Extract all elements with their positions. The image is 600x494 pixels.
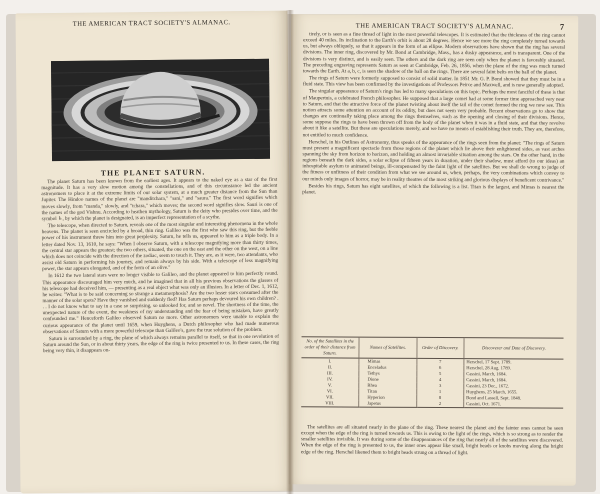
table-cell: Herschel, 28 Aug. 1789. [464,365,564,372]
table-cell: 3 [417,383,464,389]
paragraph: Saturn is surrounded by a ring, the plane of which always remains parallel to itself, so that in one revolution of Saturn around the Sun, or in about thirty years, the edge of the ring is twice presented to us. In these cases, the ring being very thin, it disappears on- [42,333,279,355]
paragraph: Herschel, in his Outlines of Astronomy, thus speaks of the appearance of the rings seen from the planet: "The rings of Saturn must present a magnificent spectacle from those regions of the planet which lie above their enlightened sides, as vast arches spanning the sky from horizon to horizon, and holding an almost invariable situation among the stars. On the other hand, in the regions beneath the dark sides, a solar eclipse of fifteen years in duration, under their shadow, must afford (to our ideas) an inhospitable asylum to animated beings, ill-compensated by the faint light of the satellites. But we shall do wrong to judge of the fitness or unfitness of their condition from what we see around us, when, perhaps, the very combinations which convey to our minds only images of horror, may be in reality theatres of the most striking and glorious displays of beneficent contrivance." [302,139,565,184]
table-cell: Rhea [359,383,417,389]
table-cell: Cassini, Oct. 1671. [464,401,564,408]
figure-title: THE PLANET SATURN. [100,167,206,178]
right-closing-text [301,424,563,477]
table-cell: Cassini, March, 1684. [464,371,564,378]
table-cell: IV. [327,376,333,382]
table-cell: II. [327,364,333,370]
table-row [301,400,563,408]
saturn-engraving [51,59,270,161]
paragraph: The satellites are all situated nearly in the plane of the ring. These nearest the planet and the fainter ones cannot be seen except when the edge of the ring is turned towards us. This is owing to the light of the rings, which is so strong as to render the smaller satellites invisible. It was during some of the disappearances of the ring that nearly all of the satellites were discovered. When the edge of the ring is presented to us, the inner ones appear like small, bright beads or knobs moving along the bright edge of the ring. Herschel likened them to bright beads strung on a thread of light. [300,424,564,456]
paragraph: Besides his rings, Saturn has eight satellites, of which the following is a list. Titan is the largest, and Mimas is nearest the planet. [302,183,565,196]
table-header-cell: Names of Satellites. [359,337,417,358]
table-header-cell: Discoverer and Date of Discovery. [464,338,564,360]
table-cell: 5 [417,371,464,377]
book-gutter [286,10,294,494]
table-cell: 2 [416,401,463,408]
table-cell: VII. [326,394,334,400]
paragraph: The singular appearance of Saturn's rings has led to many speculations on this topic. Perhaps the most fanciful of these is that of Maupertuis, a celebrated French philosopher. He supposed that a large comet had at some former time approached very near to Saturn, and that the attractive force of the planet twisting about itself the tail of the comet formed the ring we now see. This notion attracts some attention on account of its oddity, but does not seem very probable. Recent observations go to show that changes are continually taking place among the rings themselves, such as the opening and closing of their divisions. Hence, some suppose the rings to have been thrown off from the body of the planet when it was in a fluid state, and that they revolve about it like a satellite. But these are speculations merely, and we have no means of establishing their truth. They are, therefore, not entitled to much confidence. [302,88,565,139]
right-body-text [302,31,566,332]
paragraph: tirely, or is seen as a fine thread of light in the most powerful telescopes. It is estimated that the thickness of the ring cannot exceed 40 miles. Its inclination to the Earth's orbit is about 28 degrees. Hence we see more the ring completely turned towards us, but always obliquely, so that it appears in the form of an ellipse. Modern observations have shown that the ring has several divisions. The inner ring, discovered by Mr. Bond at Cambridge, Mass., has a dusky appearance, and is transparent. One of the divisions is very distinct, and is easily seen. The others and the dark ring are seen only when the planet is favorably situated. The preceding engraving represents Saturn as seen at Cambridge, Feb. 26, 1856, when the plane of the ring was much turned towards the Earth. At a, b, c, is seen the shadow of the ball on the rings. There are several faint belts on the ball of the planet. [302,31,566,76]
paragraph: The telescope, when directed to Saturn, reveals one of the most singular and interesting phenomena in the whole heavens. The planet is seen encircled by a broad, thin ring. Galileo was the first who saw this ring, but the feeble power of his instrument threw him into great perplexity. Saturn, he tells us, appeared to him as a triple body. In a letter dated Nov. 13, 1610, he says: "When I observe Saturn, with a telescope magnifying more than thirty times, the central star appears the greatest; the two others, situated, the one on the east and the other on the west, on a line which does not coincide with the direction of the zodiac, seem to touch it. They are, as it were, two attendants, who assist old Saturn in performing his journey, and remain always by his side. With a telescope of less magnifying power, the star appears elongated, and of the form of an olive." [41,220,279,273]
table-cell: 7 [417,358,464,365]
left-page [15,11,292,494]
table-cell: Bond and Lassell, Sept. 1848. [464,395,564,402]
satellites-table [301,336,563,408]
left-running-head: THE AMERICAN TRACT SOCIETY'S ALMANAC. [72,19,231,28]
left-body-text [41,177,280,485]
table-cell: I. [328,358,332,364]
table-header-row [301,337,563,359]
paragraph: The rings of Saturn were formerly supposed to consist of solid matter. In 1851 Mr. G. P. Bond showed that they must be in a fluid state. This view has been confirmed by the investigations of Professors Peirce and Maxwell, and is now generally adopted. [302,75,565,89]
paragraph: In 1612 the two lateral stars were no longer visible to Galileo, and the planet appeared to him perfectly round. This appearance discouraged him very much, and he imagined that in all his previous observations the glasses of his telescope had deceived him, — presenting as a real object what was only an illusion. In a letter of Dec. 1, 1612, he writes: "What is to be said concerning so strange a metamorphosis? Are the two lesser stars consumed after the manner of the solar spots? Have they vanished and suddenly fled? Has Saturn perhaps devoured his own children? . . . I do not know what to say in a case so surprising, so unlooked for, and so novel. The shortness of the time, the unexpected nature of the event, the weakness of my understanding and the fear of being mistaken, have greatly confounded me." Henceforth Galileo observed Saturn no more. Other astronomers were unable to explain the curious appearance of the planet until 1659, when Huyghens, a Dutch philosopher who had made numerous observations of Saturn with a more powerful telescope than Galileo's, gave the true solution of the problem. [42,271,279,335]
table-cell: V. [327,382,332,388]
paragraph: The planet Saturn has been known from the earliest ages. It appears to the naked eye as a star of the first magnitude. It has a very slow motion among the constellations, and of this circumstance led the ancient astronomers to place it at the extreme limits of our solar system, at a much greater distance from the Sun than Jupiter. The Hindoo names of the planet are "manditchara," "sani," and "saura." The first word signifies which moves slowly, from "manda," slowly, and "tchara," which moves; the second word signifies slow. Sauri is one of the names of the god Vishnu. According to heathen mythology, Saturn is the deity who presides over time, and the symbol ♄, by which the planet is designated, is an imperfect representation of a scythe. [41,176,278,223]
table-cell: 1 [416,389,463,395]
table-cell: Japetus [359,401,417,408]
saturn-illustration [51,59,270,161]
table-cell: Titan [359,389,417,395]
table-cell: Herschel, 17 Sept. 1789. [464,359,564,366]
table-cell: VI. [326,388,333,394]
table-cell: Enceladus [359,365,417,371]
table-cell: Cassini, 23 Dec., 1672. [464,383,564,390]
table-cell: Huyghens, 25 March, 1655. [464,389,564,396]
right-page [289,14,578,485]
table-cell: Dione [359,377,417,383]
table-header-cell: Order of Discovery. [417,337,464,358]
table-header-cell: No. of the Satellites in the order of their distance from Saturn. [301,337,359,358]
table-cell: 8 [416,395,463,401]
right-running-head: THE AMERICAN TRACT SOCIETY'S ALMANAC. [355,22,514,31]
table-cell: Cassini, March, 1684. [464,377,564,384]
page-number: 7 [559,21,565,32]
table-cell: 4 [417,377,464,383]
table-cell: 6 [417,365,464,371]
table-cell: Hyperion [359,395,417,401]
table-cell: VIII. [301,400,359,407]
table-cell: Mimas [359,358,417,365]
table-cell: III. [327,370,333,376]
table-cell: Tethys [359,371,417,377]
